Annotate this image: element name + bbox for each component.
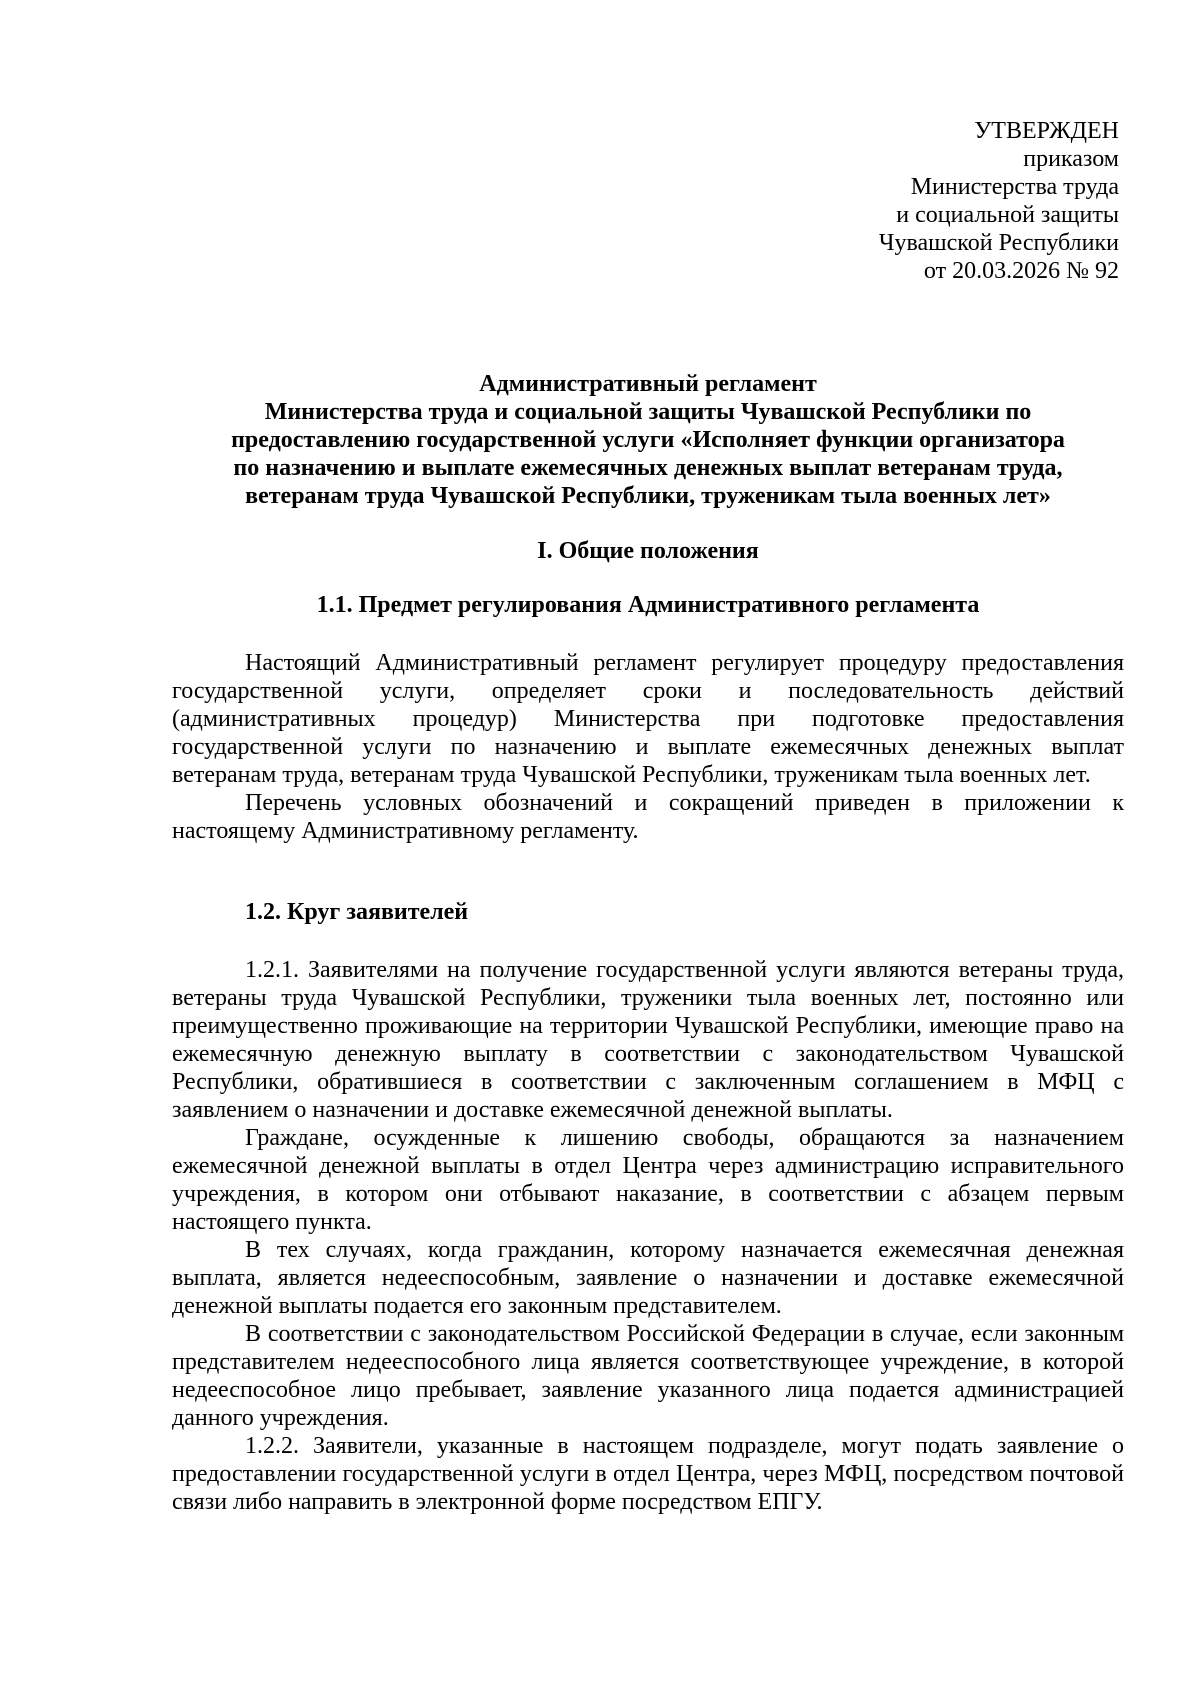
- subsection-1-1-body: [172, 649, 1124, 845]
- document-title: [172, 370, 1124, 510]
- subsection-1-2-body: [172, 956, 1124, 1516]
- title-line: по назначению и выплате ежемесячных денежных выплат ветеранам труда,: [233, 455, 1063, 481]
- approval-line: приказом: [1023, 146, 1119, 172]
- subsection-heading: 1.1. Предмет регулирования Административного регламента: [316, 592, 980, 618]
- paragraph: В соответствии с законодательством Российской Федерации в случае, если законным представителем недееспособного лица является соответствующее учреждение, в которой недееспособное лицо пребывает, заявление указанного лица подается администрацией данного учреждения.: [172, 1321, 1124, 1431]
- paragraph: В тех случаях, когда гражданин, которому назначается ежемесячная денежная выплата, является недееспособным, заявление о назначении и доставке ежемесячной денежной выплаты подается его законным представителем.: [172, 1237, 1124, 1319]
- paragraph: Перечень условных обозначений и сокращений приведен в приложении к настоящему Административному регламенту.: [172, 790, 1124, 844]
- title-line: ветеранам труда Чувашской Республики, труженикам тыла военных лет»: [245, 483, 1051, 509]
- paragraph: 1.2.1. Заявителями на получение государственной услуги являются ветераны труда, ветераны труда Чувашской Республики, труженики тыла военных лет, постоянно или преимущественно проживающие на территории Чувашской Республики, имеющие право на ежемесячную денежную выплату в соответствии с законодательством Чувашской Республики, обратившиеся в соответствии с заключенным соглашением в МФЦ с заявлением о назначении и доставке ежемесячной денежной выплаты.: [172, 957, 1124, 1123]
- paragraph: 1.2.2. Заявители, указанные в настоящем подразделе, могут подать заявление о предоставлении государственной услуги в отдел Центра, через МФЦ, посредством почтовой связи либо направить в электронной форме посредством ЕПГУ.: [172, 1433, 1124, 1515]
- paragraph: Настоящий Административный регламент регулирует процедуру предоставления государственной услуги, определяет сроки и последовательность действий (административных процедур) Министерства при подготовке предоставления государственной услуги по назначению и выплате ежемесячных денежных выплат ветеранам труда, ветеранам труда Чувашской Республики, труженикам тыла военных лет.: [172, 650, 1124, 788]
- subsection-heading: 1.2. Круг заявителей: [245, 899, 469, 925]
- section-heading: I. Общие положения: [537, 538, 759, 564]
- approval-stamp: [879, 117, 1119, 285]
- approval-date-number: от 20.03.2026 № 92: [923, 258, 1119, 284]
- approval-line: Министерства труда: [910, 174, 1119, 200]
- title-line: Административный регламент: [479, 371, 817, 397]
- approval-line: УТВЕРЖДЕН: [974, 118, 1119, 144]
- title-line: предоставлению государственной услуги «Исполняет функции организатора: [231, 427, 1065, 453]
- approval-line: Чувашской Республики: [878, 230, 1119, 256]
- approval-line: и социальной защиты: [896, 202, 1119, 228]
- paragraph: Граждане, осужденные к лишению свободы, обращаются за назначением ежемесячной денежной выплаты в отдел Центра через администрацию исправительного учреждения, в котором они отбывают наказание, в соответствии с абзацем первым настоящего пункта.: [172, 1125, 1124, 1235]
- title-line: Министерства труда и социальной защиты Чувашской Республики по: [264, 399, 1032, 425]
